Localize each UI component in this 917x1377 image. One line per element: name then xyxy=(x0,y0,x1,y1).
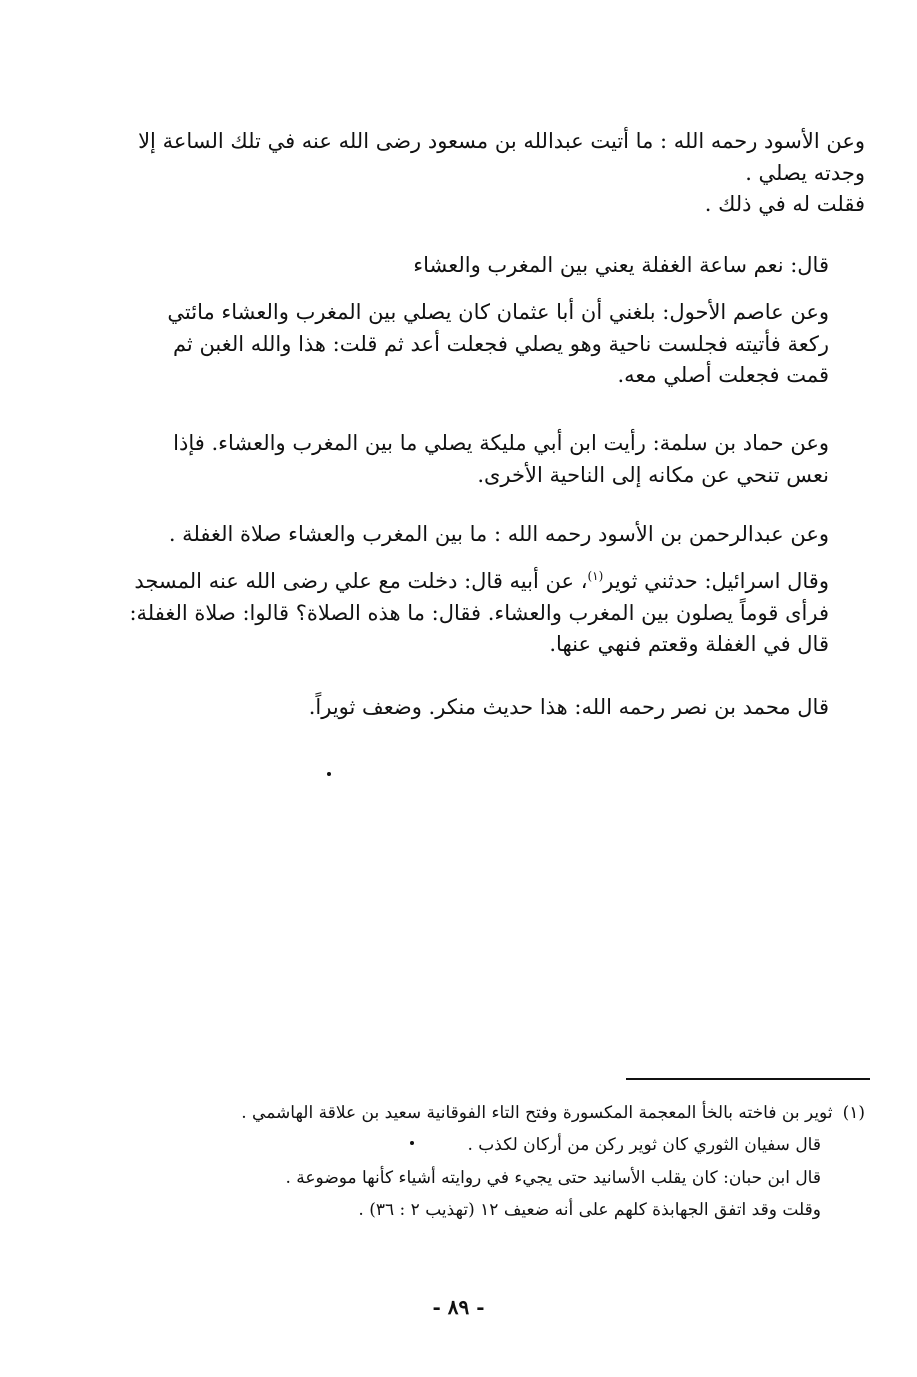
footnote-marker: (١) xyxy=(842,1103,865,1123)
footnote-reference: (١) xyxy=(587,569,604,583)
footnote-line-4: وقلت وقد اتفق الجهابذة كلهم على أنه ضعيف ١٢ (تهذيب ٢ : ٣٦) . xyxy=(358,1199,821,1220)
paragraph-7-start: وقال اسرائيل: حدثني ثوير xyxy=(603,569,829,593)
footnotes xyxy=(125,1097,865,1226)
main-text-block-4 xyxy=(125,428,865,491)
footnote-text-1: ثوير بن فاخته بالخأ المعجمة المكسورة وفتح التاء الفوقانية سعيد بن علاقة الهاشمي . xyxy=(241,1103,833,1123)
main-text-block-7 xyxy=(125,692,865,724)
paragraph-7-rest: ، عن أبيه قال: دخلت مع علي رضى الله عنه المسجد فرأى قوماً يصلون بين المغرب والعشاء. فقال: ما هذه الصلاة؟ قالوا: صلاة الغفلة: قال في الغفلة وقعتم فنهي عنها. xyxy=(129,569,829,656)
paragraph-1: وعن الأسود رحمه الله : ما أتيت عبدالله بن مسعود رضى الله عنه في تلك الساعة إلا وجدته يصلي . xyxy=(138,129,865,185)
paragraph-8: قال محمد بن نصر رحمه الله: هذا حديث منكر. وضعف ثويراً. xyxy=(308,695,829,719)
page-number: - ٨٩ - xyxy=(432,1295,485,1319)
footnote-line-2: قال سفيان الثوري كان ثوير ركن من أركان لكذب . xyxy=(467,1135,821,1156)
paragraph-3: قال: نعم ساعة الغفلة يعني بين المغرب والعشاء xyxy=(413,253,829,277)
paragraph-6: وعن عبدالرحمن بن الأسود رحمه الله : ما بين المغرب والعشاء صلاة الغفلة . xyxy=(168,522,829,546)
main-text-block-6 xyxy=(125,566,865,661)
paragraph-2: فقلت له في ذلك . xyxy=(704,192,865,216)
main-text-block-3 xyxy=(125,297,865,392)
main-text-block-1 xyxy=(125,126,865,221)
ink-speck xyxy=(410,1141,414,1145)
paragraph-5: وعن حماد بن سلمة: رأيت ابن أبي مليكة يصلي ما بين المغرب والعشاء. فإذا نعس تنحي عن مكانه إلى الناحية الأخرى. xyxy=(173,431,829,487)
footnote-separator xyxy=(626,1078,870,1080)
main-text-block-2 xyxy=(125,250,865,282)
ink-speck xyxy=(327,772,331,776)
footnote-line-1 xyxy=(125,1097,865,1129)
footnote-line-3: قال ابن حبان: كان يقلب الأسانيد حتى يجيء في روايته أشياء كأنها موضوعة . xyxy=(285,1167,821,1188)
paragraph-7 xyxy=(125,566,865,661)
paragraph-4: وعن عاصم الأحول: بلغني أن أبا عثمان كان يصلي بين المغرب والعشاء مائتي ركعة فأتيته فجلست ناحية وهو يصلي فجعلت أعد ثم قلت: هذا والله الغبن ثم قمت فجعلت أصلي معه. xyxy=(167,300,829,387)
main-text-block-5 xyxy=(125,519,865,551)
